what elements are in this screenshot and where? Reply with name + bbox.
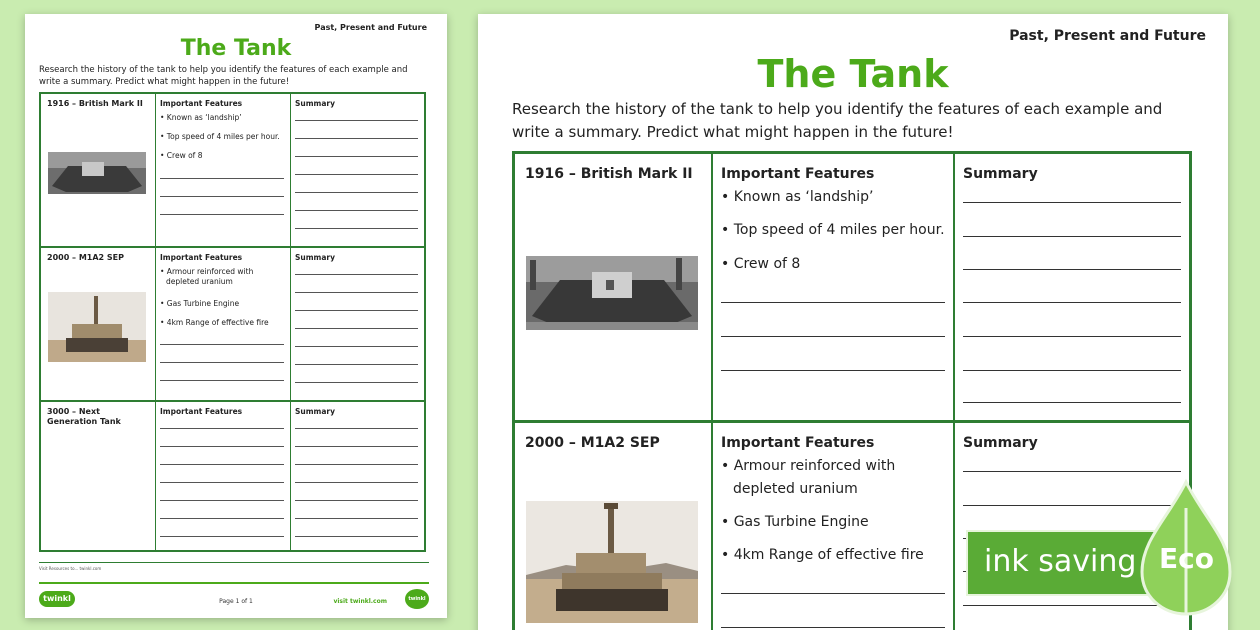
writing-line: [963, 370, 1181, 371]
features-cell: [155, 402, 290, 550]
page-title: The Tank: [180, 36, 292, 61]
writing-line: [295, 120, 418, 121]
tank-table: [39, 92, 426, 552]
writing-line: [295, 156, 418, 157]
summary-heading: Summary: [963, 435, 1038, 451]
writing-line: [295, 482, 418, 483]
writing-line: [295, 518, 418, 519]
feature-item: depleted uranium: [166, 277, 233, 286]
writing-line: [295, 428, 418, 429]
writing-line: [160, 482, 284, 483]
era-label: 2000 – M1A2 SEP: [525, 435, 660, 451]
intro-text: Research the history of the tank to help you identify the features of each example and write a summary. Predict what might happen in the future!: [39, 65, 408, 87]
writing-line: [160, 536, 284, 537]
writing-line: [721, 593, 945, 594]
writing-line: [295, 174, 418, 175]
writing-line: [963, 269, 1181, 270]
writing-line: [295, 210, 418, 211]
writing-line: [295, 364, 418, 365]
writing-line: [295, 274, 418, 275]
writing-line: [963, 202, 1181, 203]
writing-line: [160, 380, 284, 381]
m1a2-tank-photo: [48, 292, 146, 362]
writing-line: [160, 178, 284, 179]
footer-stripe: [39, 582, 429, 584]
summary-heading: Summary: [295, 253, 336, 262]
writing-line: [295, 292, 418, 293]
writing-line: [295, 346, 418, 347]
writing-line: [160, 362, 284, 363]
features-cell: [711, 423, 953, 630]
feature-item: • Top speed of 4 miles per hour.: [160, 132, 280, 141]
summary-cell: [290, 94, 424, 246]
writing-line: [295, 500, 418, 501]
feature-item: • Known as ‘landship’: [721, 189, 874, 205]
mark-ii-tank-photo: [48, 152, 146, 194]
writing-line: [963, 236, 1181, 237]
era-cell: [41, 402, 155, 550]
era-cell: [515, 423, 711, 630]
writing-line: [963, 336, 1181, 337]
era-label-line: Generation Tank: [47, 417, 121, 426]
summary-heading: Summary: [963, 166, 1038, 182]
table-row: [515, 154, 1189, 420]
summary-cell: [290, 402, 424, 550]
writing-line: [295, 382, 418, 383]
era-label: 1916 – British Mark II: [525, 166, 693, 182]
eco-label: Eco: [1159, 542, 1214, 575]
writing-line: [295, 328, 418, 329]
mark-ii-tank-photo: [526, 256, 698, 330]
writing-line: [721, 302, 945, 303]
page-number: Page 1 of 1: [219, 598, 253, 605]
era-cell: [515, 154, 711, 420]
table-row: [41, 400, 424, 550]
era-cell: [41, 94, 155, 246]
writing-line: [295, 138, 418, 139]
writing-line: [295, 446, 418, 447]
summary-cell: [953, 154, 1189, 420]
feature-item: • Crew of 8: [160, 151, 203, 160]
table-row: [41, 94, 424, 246]
features-heading: Important Features: [721, 435, 875, 451]
era-cell: [41, 248, 155, 400]
feature-item: • Gas Turbine Engine: [721, 514, 869, 530]
writing-line: [295, 310, 418, 311]
features-heading: Important Features: [160, 407, 243, 416]
writing-line: [160, 344, 284, 345]
writing-line: [295, 228, 418, 229]
intro-text: Research the history of the tank to help you identify the features of each example and write a summary. Predict what might happen in the future!: [512, 100, 1163, 141]
feature-item: • Armour reinforced with: [721, 458, 896, 474]
feature-item: • 4km Range of effective fire: [160, 318, 269, 327]
summary-heading: Summary: [295, 407, 336, 416]
features-heading: Important Features: [160, 253, 243, 262]
feature-item: • Top speed of 4 miles per hour.: [721, 222, 945, 238]
summary-heading: Summary: [295, 99, 336, 108]
twinkl-logo: twinkl: [39, 591, 75, 607]
era-label: 1916 – British Mark II: [47, 99, 143, 108]
features-cell: [155, 94, 290, 246]
worksheet-thumbnail: [25, 14, 447, 618]
footnote: Visit Resources to... twinkl.com: [39, 566, 102, 571]
feature-item: • Gas Turbine Engine: [160, 299, 240, 308]
footer-divider: [39, 562, 429, 563]
features-heading: Important Features: [721, 166, 875, 182]
era-label: 2000 – M1A2 SEP: [47, 253, 124, 262]
page-title: The Tank: [757, 52, 949, 96]
subject-label: Past, Present and Future: [314, 23, 427, 32]
feature-item: • Known as ‘landship’: [160, 113, 242, 122]
writing-line: [721, 370, 945, 371]
writing-line: [160, 428, 284, 429]
features-heading: Important Features: [160, 99, 243, 108]
writing-line: [963, 471, 1181, 472]
era-label-line: 3000 – Next: [47, 407, 100, 416]
table-row: [41, 246, 424, 400]
writing-line: [160, 464, 284, 465]
writing-line: [160, 518, 284, 519]
writing-line: [963, 402, 1181, 403]
writing-line: [721, 627, 945, 628]
writing-line: [963, 302, 1181, 303]
table-row: [515, 420, 1189, 630]
twinkl-badge-icon: twinkl: [405, 589, 429, 609]
writing-line: [295, 536, 418, 537]
feature-item: • Crew of 8: [721, 256, 801, 272]
ink-saving-label: ink saving: [984, 544, 1137, 579]
summary-cell: [290, 248, 424, 400]
writing-line: [160, 446, 284, 447]
m1a2-tank-photo: [526, 501, 698, 623]
writing-line: [160, 196, 284, 197]
features-cell: [155, 248, 290, 400]
visit-link[interactable]: visit twinkl.com: [333, 598, 387, 605]
writing-line: [160, 500, 284, 501]
feature-item: • Armour reinforced with: [160, 267, 254, 276]
era-label: [47, 407, 121, 427]
writing-line: [295, 464, 418, 465]
writing-line: [160, 214, 284, 215]
feature-item: • 4km Range of effective fire: [721, 547, 924, 563]
feature-item: depleted uranium: [733, 481, 858, 497]
writing-line: [295, 192, 418, 193]
writing-line: [721, 336, 945, 337]
features-cell: [711, 154, 953, 420]
subject-label: Past, Present and Future: [1009, 28, 1206, 44]
